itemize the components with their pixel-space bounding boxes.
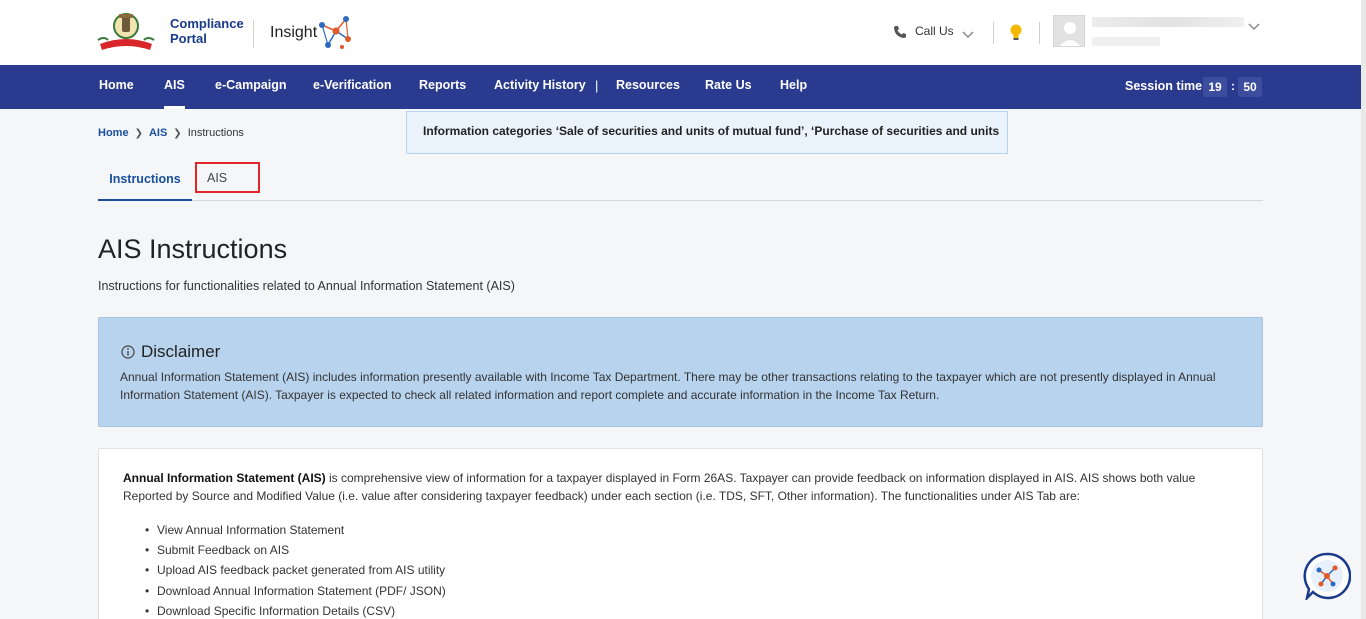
session-colon: : bbox=[1231, 79, 1235, 93]
tabs-divider bbox=[98, 200, 1263, 201]
portal-name-line2: Portal bbox=[170, 31, 207, 46]
breadcrumb bbox=[98, 127, 244, 139]
income-tax-department-logo[interactable] bbox=[96, 10, 156, 54]
breadcrumb-current: Instructions bbox=[187, 127, 244, 139]
nav-separator: | bbox=[595, 78, 599, 93]
header-divider bbox=[1039, 22, 1040, 44]
nav-rate-us[interactable]: Rate Us bbox=[705, 78, 752, 92]
list-item: • View Annual Information Statement bbox=[157, 521, 446, 541]
session-minutes: 19 bbox=[1203, 77, 1227, 97]
tab-instructions[interactable]: Instructions bbox=[98, 162, 192, 201]
chevron-down-icon[interactable] bbox=[962, 27, 974, 37]
portal-name[interactable] bbox=[170, 16, 244, 46]
insight-logo-icon bbox=[316, 13, 354, 51]
list-item: • Download Annual Information Statement (PDF/ JSON) bbox=[157, 582, 446, 602]
main-nav bbox=[0, 65, 1361, 109]
portal-name-line1: Compliance bbox=[170, 16, 244, 31]
disclaimer-text: Annual Information Statement (AIS) includes information presently available with Income Tax Department. There may be other transactions relating to the taxpayer which are not presently displayed in Annual Information Statement (AIS). Taxpayer is expected to check all related information and report complete and accurate information in the Income Tax Return. bbox=[120, 370, 1216, 402]
phone-icon[interactable] bbox=[893, 25, 907, 39]
top-header bbox=[0, 0, 1366, 65]
nav-reports[interactable]: Reports bbox=[419, 78, 467, 92]
nav-resources[interactable]: Resources bbox=[616, 78, 680, 92]
page-subtitle: Instructions for functionalities related to Annual Information Statement (AIS) bbox=[98, 279, 515, 293]
user-name[interactable] bbox=[1092, 17, 1244, 27]
breadcrumb-chevron-icon: ❯ bbox=[134, 128, 143, 139]
info-banner: Information categories ‘Sale of securities and units of mutual fund’, ‘Purchase of securities and units bbox=[406, 111, 1008, 154]
nav-ais[interactable]: AIS bbox=[164, 65, 185, 109]
page-title: AIS Instructions bbox=[98, 234, 288, 264]
nav-home[interactable]: Home bbox=[99, 78, 134, 92]
functionality-list bbox=[157, 521, 446, 619]
nav-help[interactable]: Help bbox=[780, 78, 808, 92]
nav-activity-history[interactable]: Activity History bbox=[494, 78, 586, 92]
insight-label: Insight bbox=[270, 24, 318, 41]
breadcrumb-chevron-icon: ❯ bbox=[173, 128, 182, 139]
chevron-down-icon[interactable] bbox=[1248, 19, 1260, 29]
avatar[interactable] bbox=[1053, 15, 1085, 47]
ais-intro-text bbox=[123, 469, 1233, 505]
tab-ais[interactable]: AIS bbox=[195, 162, 260, 193]
nav-e-verification[interactable]: e-Verification bbox=[313, 78, 392, 92]
list-item: • Submit Feedback on AIS bbox=[157, 541, 446, 561]
chatbot-icon[interactable] bbox=[1303, 552, 1351, 600]
info-icon bbox=[121, 345, 135, 359]
ais-intro-bold: Annual Information Statement (AIS) bbox=[123, 471, 326, 485]
list-item: • Upload AIS feedback packet generated from AIS utility bbox=[157, 561, 446, 581]
disclaimer-panel bbox=[98, 317, 1263, 427]
disclaimer-title: Disclaimer bbox=[141, 342, 221, 361]
session-time-label: Session time bbox=[1125, 79, 1203, 93]
header-divider bbox=[993, 22, 994, 44]
ais-intro-body: is comprehensive view of information for a taxpayer displayed in Form 26AS. Taxpayer can provide feedback on information displayed in AIS. AIS shows both value Reported by Source and Modified Value (i.e. value after considering taxpayer feedback) under each section (i.e. TDS, SFT, Other information). The functionalities under AIS Tab are: bbox=[123, 471, 1196, 503]
breadcrumb-home[interactable]: Home bbox=[98, 127, 129, 139]
breadcrumb-ais[interactable]: AIS bbox=[148, 127, 168, 139]
nav-e-campaign[interactable]: e-Campaign bbox=[215, 78, 287, 92]
lightbulb-icon[interactable] bbox=[1009, 23, 1023, 41]
list-item: • Download Specific Information Details (CSV) bbox=[157, 602, 446, 619]
user-id bbox=[1092, 37, 1160, 46]
session-seconds: 50 bbox=[1238, 77, 1262, 97]
instructions-card bbox=[98, 448, 1263, 619]
scrollbar[interactable] bbox=[1361, 0, 1366, 619]
header-divider bbox=[253, 20, 254, 48]
call-us-button[interactable]: Call Us bbox=[915, 24, 954, 38]
